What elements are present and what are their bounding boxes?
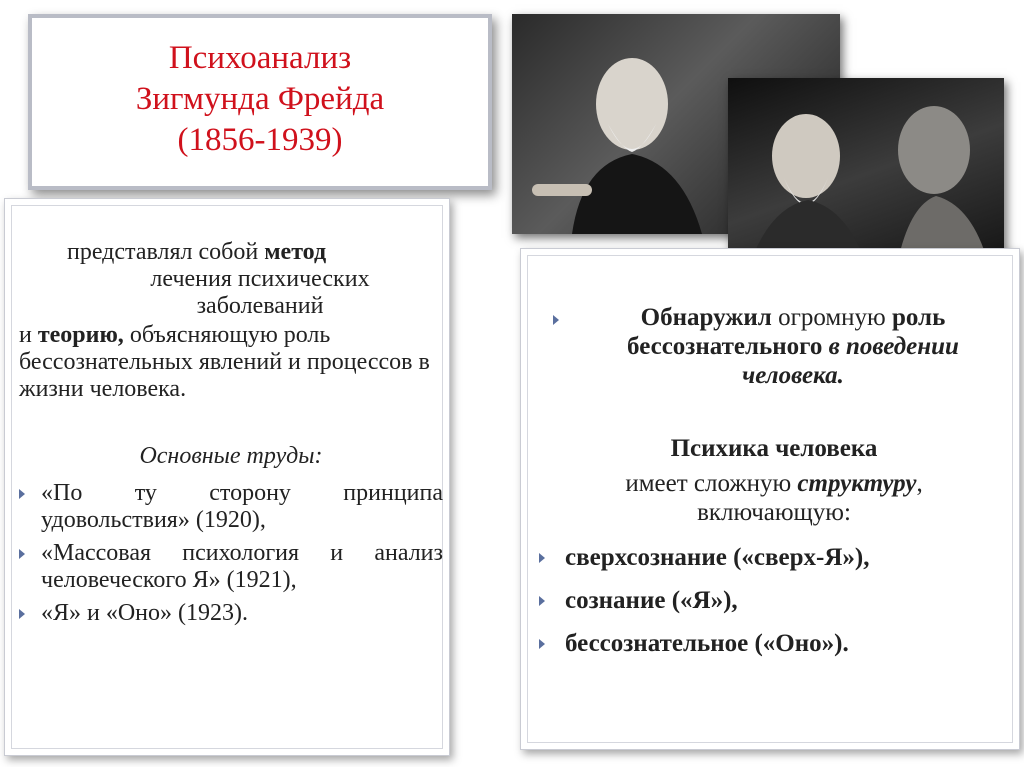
theory-paragraph (19, 322, 443, 403)
method-text: представлял собой (67, 239, 265, 265)
method-keyword: метод (264, 239, 327, 265)
structure-item-text: сверхсознание («сверх-Я»), (565, 544, 870, 571)
discovery-keyword: Обнаружил (640, 304, 772, 331)
method-description: лечения психических заболеваний (150, 266, 370, 319)
works-item-text: «Я» и «Оно» (1923). (41, 600, 249, 626)
title-card (28, 14, 492, 190)
structure-item (539, 629, 1009, 658)
psyche-description (539, 469, 1009, 527)
right-content (539, 303, 1009, 672)
discovery-role: роль бессознательного (627, 304, 946, 360)
discovery-behavior: в поведении человека. (742, 333, 959, 389)
bullet-arrow-icon (553, 315, 559, 325)
freud-bust-illustration (728, 78, 1004, 270)
bullet-arrow-icon (539, 553, 545, 563)
psyche-includes: , включающую: (697, 470, 923, 526)
method-paragraph (19, 239, 443, 320)
bullet-arrow-icon (539, 639, 545, 649)
discovery-paragraph (539, 303, 1009, 390)
discovery-text: огромную (771, 304, 892, 331)
bullet-arrow-icon (19, 549, 25, 559)
structure-item (539, 586, 1009, 615)
left-text-card (4, 198, 450, 756)
freud-and-bust-photo (728, 78, 1004, 270)
page-title (32, 38, 488, 161)
structure-item (539, 543, 1009, 572)
title-line-1: Психоанализ (168, 40, 352, 76)
works-item-text: «Массовая психология и анализ человеческого Я» (1921), (41, 540, 443, 593)
bullet-arrow-icon (19, 489, 25, 499)
theory-prefix: и (19, 322, 38, 348)
theory-description: объясняющую роль бессознательных явлений и процессов в жизни человека (19, 322, 430, 402)
structure-item-text: сознание («Я»), (565, 587, 738, 614)
bullet-arrow-icon (539, 596, 545, 606)
left-content (19, 239, 443, 633)
right-text-card (520, 248, 1020, 750)
works-item (19, 540, 443, 594)
psyche-title: Психика человека (670, 435, 878, 462)
theory-keyword: теорию, (37, 322, 124, 348)
title-line-3: (1856-1939) (177, 122, 343, 158)
works-item-text: «По ту сторону принципа удовольствия» (1920), (41, 480, 443, 533)
works-title: Основные труды: (139, 443, 323, 469)
psyche-structure: структуру (797, 470, 917, 497)
works-list (19, 480, 443, 627)
structure-list (539, 543, 1009, 658)
works-item (19, 480, 443, 534)
bullet-arrow-icon (19, 609, 25, 619)
theory-period: . (180, 376, 187, 402)
works-item (19, 600, 443, 627)
psyche-text: имеет сложную (625, 470, 798, 497)
title-line-2: Зигмунда Фрейда (135, 81, 385, 117)
structure-item-text: бессознательное («Оно»). (565, 630, 849, 657)
